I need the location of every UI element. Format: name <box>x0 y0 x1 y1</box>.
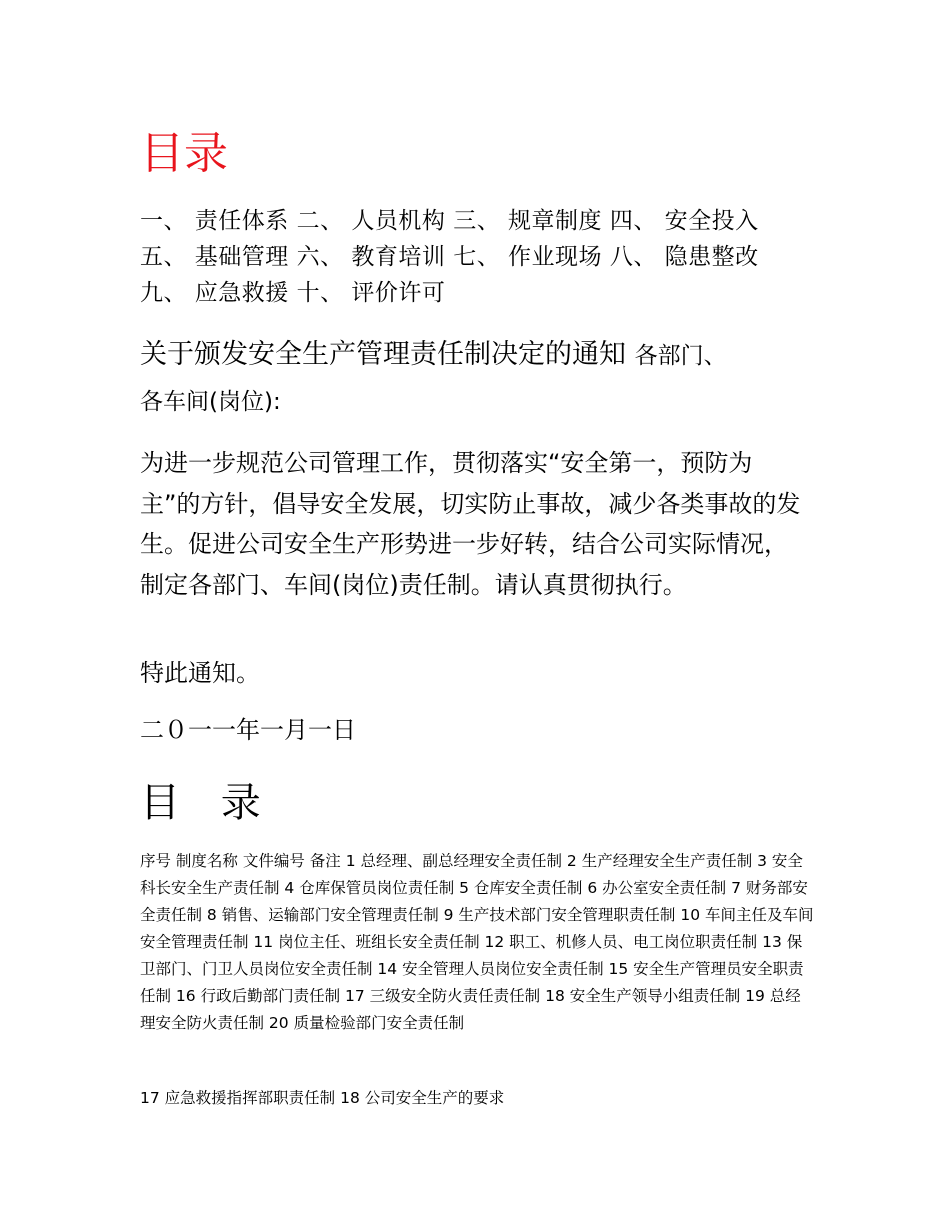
toc-sections-line: 五、 基础管理 六、 教育培训 七、 作业现场 八、 隐患整改 <box>140 244 759 270</box>
notice-title: 关于颁发安全生产管理责任制决定的通知 <box>140 339 626 370</box>
notice-body: 为进一步规范公司管理工作，贯彻落实“安全第一，预防为主”的方针，倡导安全发展，切实防止事故，减少各类事故的发生。促进公司安全生产形势进一步好转，结合公司实际情况，制定各部门、车间(岗位)责任制。请认真贯彻执行。 <box>140 449 801 599</box>
notice-addressee-start: 各部门、 <box>634 343 727 369</box>
toc-sections-line: 一、 责任体系 二、 人员机构 三、 规章制度 四、 安全投入 <box>140 208 759 234</box>
doc-toc-title: 目 录 <box>140 780 275 826</box>
toc-sections <box>140 203 759 311</box>
doc-list: 序号 制度名称 文件编号 备注 1 总经理、副总经理安全责任制 2 生产经理安全生产责任制 3 安全科长安全生产责任制 4 仓库保管员岗位责任制 5 仓库安全责任制 6 办公室安全责任制 7 财务部安全责任制 8 销售、运输部门安全管理责任制 9 生产技术部门安全管理职责任制 10 车间主任及车间安全管理责任制 11 岗位主任、班组长安全责任制 12 职工、机修人员、电工岗位职责任制 13 保卫部门、门卫人员岗位安全责任制 14 安全管理人员岗位安全责任制 15 安全生产管理员安全职责任制 16 行政后勤部门责任制 17 三级安全防火责任责任制 18 安全生产领导小组责任制 19 总经理安全防火责任制 20 质量检验部门安全责任制 <box>140 852 814 1032</box>
doc-list-extra: 17 应急救援指挥部职责任制 18 公司安全生产的要求 <box>140 1089 505 1107</box>
toc-sections-line: 九、 应急救援 十、 评价许可 <box>140 280 446 306</box>
notice-addressee: 各车间(岗位): <box>140 389 281 415</box>
notice-closing: 特此通知。 <box>140 659 260 687</box>
notice-date: 二０一一年一月一日 <box>140 716 356 744</box>
toc-title: 目录 <box>140 128 228 179</box>
notice-heading <box>140 336 727 375</box>
